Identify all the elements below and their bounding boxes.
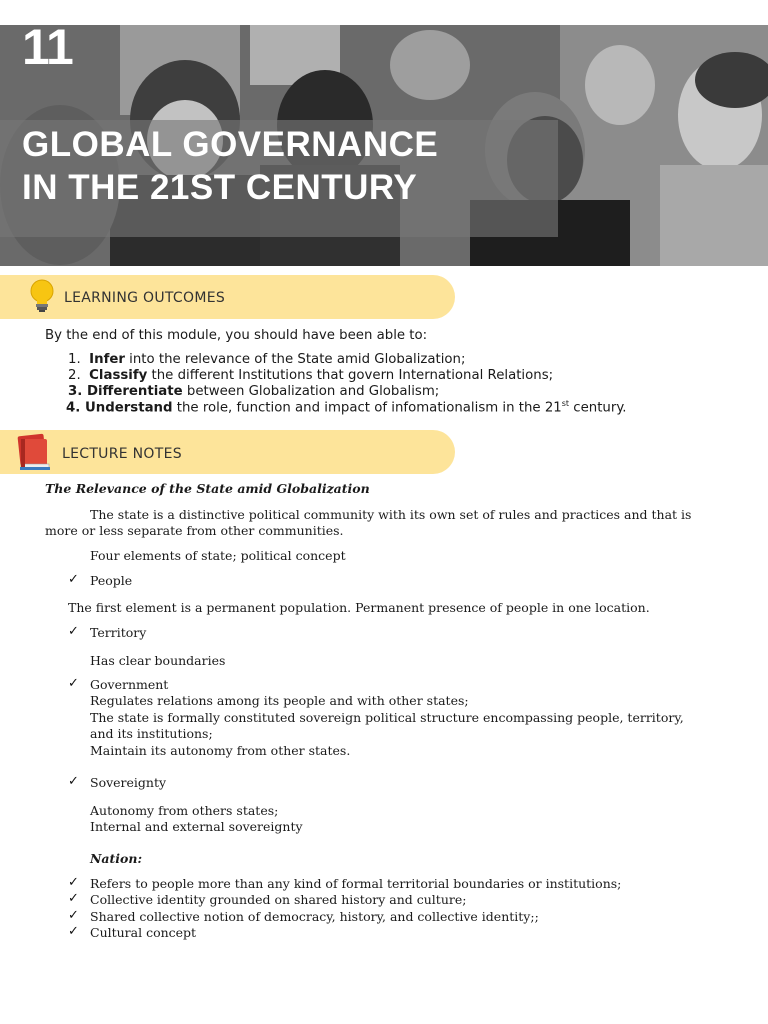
check-icon: ✓	[68, 891, 79, 906]
territory-description: Has clear boundaries	[90, 653, 226, 668]
nation-title: Nation:	[90, 851, 143, 866]
four-elements: Four elements of state; political concept	[90, 548, 346, 563]
people-description: The first element is a permanent population. Permanent presence of people in one location.	[68, 600, 650, 615]
learning-outcomes-heading: LEARNING OUTCOMES	[64, 290, 226, 306]
outcome-item-1: 1. Infer into the relevance of the State amid Globalization;	[68, 352, 466, 367]
nation-item-2: Collective identity grounded on shared history and culture;	[90, 892, 467, 907]
government-line3: and its institutions;	[90, 726, 213, 741]
nation-item-3: Shared collective notion of democracy, history, and collective identity;;	[90, 909, 539, 924]
lecture-notes-heading: LECTURE NOTES	[62, 446, 182, 462]
outcome-item-2: 2. Classify the different Institutions that govern International Relations;	[68, 368, 554, 383]
element-government: Government	[90, 677, 169, 692]
nation-item-1: Refers to people more than any kind of formal territorial boundaries or institutions;	[90, 876, 622, 891]
outcome-item-4: 4. Understand the role, function and impact of infomationalism in the 21st century.	[66, 399, 627, 416]
sovereignty-line1: Autonomy from others states;	[90, 803, 279, 818]
check-icon: ✓	[68, 572, 79, 587]
check-icon: ✓	[68, 875, 79, 890]
check-icon: ✓	[68, 624, 79, 639]
para1-line1: The state is a distinctive political community with its own set of rules and practices and that is	[90, 507, 692, 522]
check-icon: ✓	[68, 676, 79, 691]
check-icon: ✓	[68, 924, 79, 939]
outcome-item-3: 3. Differentiate between Globalization and Globalism;	[68, 384, 440, 399]
para1-line2: more or less separate from other communities.	[45, 523, 344, 538]
books-icon	[15, 431, 53, 471]
nation-item-4: Cultural concept	[90, 925, 197, 940]
government-line4: Maintain its autonomy from other states.	[90, 743, 351, 758]
element-territory: Territory	[90, 625, 147, 640]
module-number: 11	[22, 19, 73, 75]
sovereignty-line2: Internal and external sovereignty	[90, 819, 303, 834]
element-sovereignty: Sovereignty	[90, 775, 167, 790]
government-line2: The state is formally constituted sovereign political structure encompassing people, territory,	[90, 710, 684, 725]
outcomes-intro: By the end of this module, you should have been able to:	[45, 328, 428, 343]
section-title: The Relevance of the State amid Globalization	[45, 481, 370, 496]
check-icon: ✓	[68, 774, 79, 789]
element-people: People	[90, 573, 133, 588]
government-line1: Regulates relations among its people and with other states;	[90, 693, 469, 708]
module-title-line1: GLOBAL GOVERNANCE	[22, 125, 439, 164]
module-title-line2: IN THE 21ST CENTURY	[22, 168, 418, 207]
check-icon: ✓	[68, 908, 79, 923]
lightbulb-icon	[28, 279, 56, 313]
